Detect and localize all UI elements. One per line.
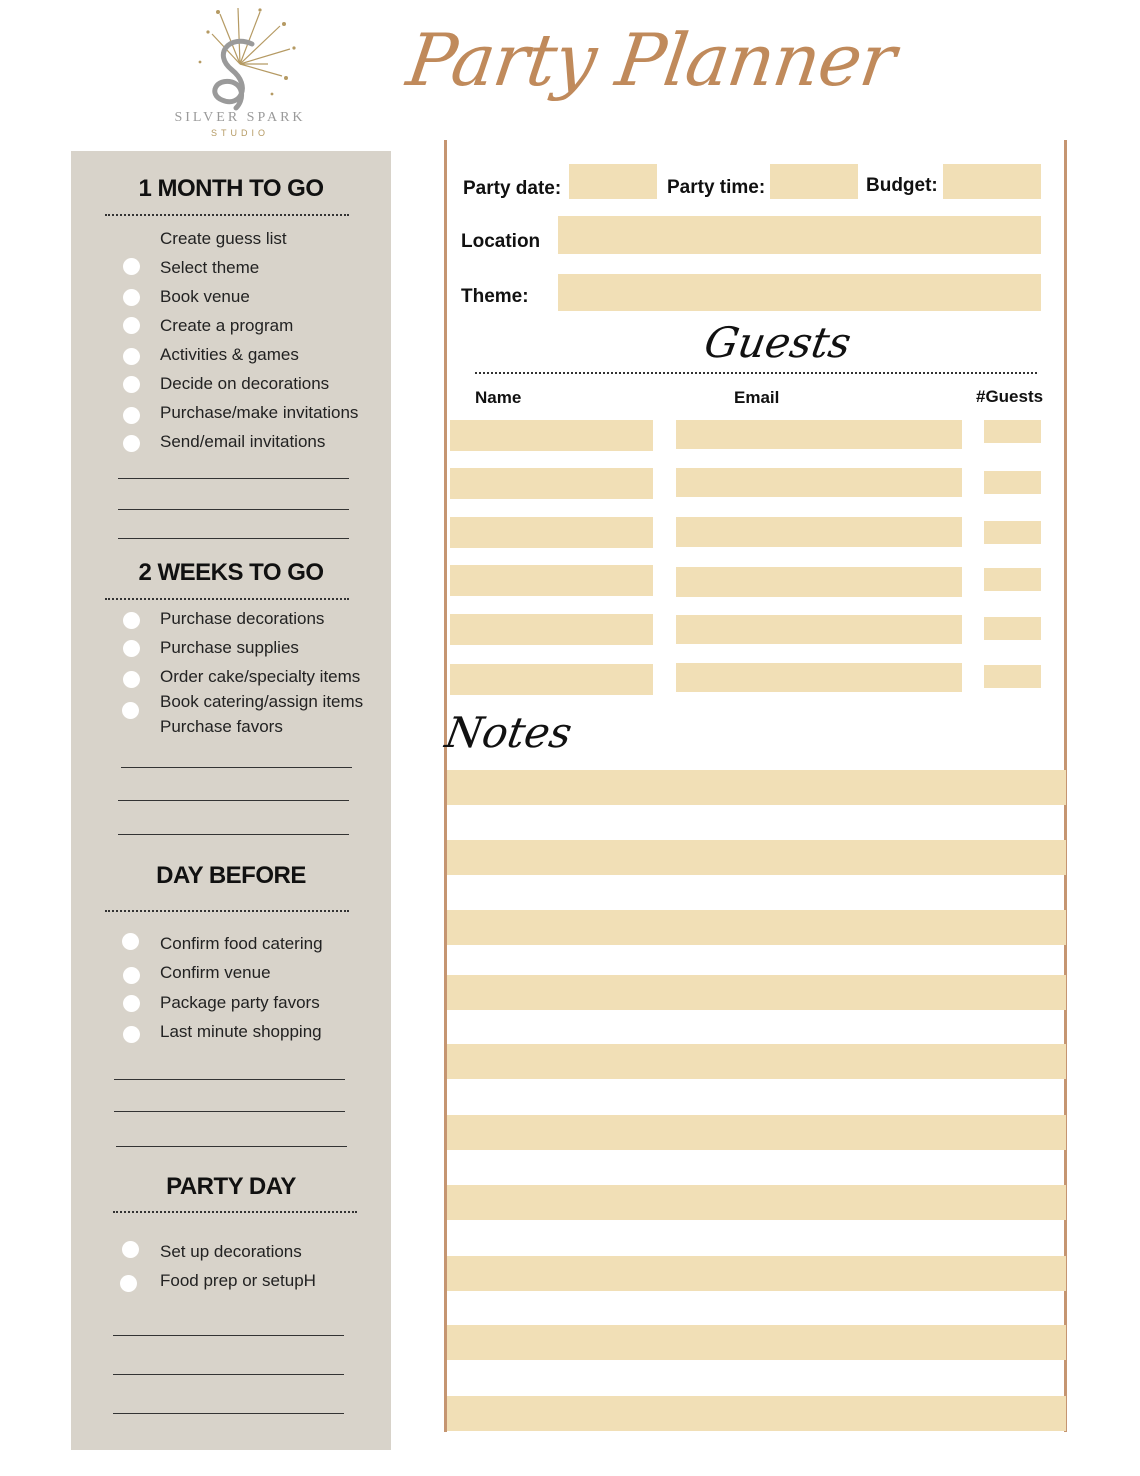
checklist-item: Activities & games (160, 345, 299, 364)
checklist-item: Last minute shopping (160, 1022, 322, 1041)
checklist-item: Create guess list (160, 229, 287, 248)
guest-count-field[interactable] (984, 617, 1041, 640)
budget-field[interactable] (943, 164, 1041, 199)
checkbox-circle[interactable] (120, 1275, 137, 1292)
write-in-line[interactable] (118, 478, 349, 479)
guest-email-field[interactable] (676, 567, 962, 597)
checkbox-circle[interactable] (123, 376, 140, 393)
guest-email-field[interactable] (676, 420, 962, 449)
guest-count-field[interactable] (984, 568, 1041, 591)
checkbox-circle[interactable] (123, 407, 140, 424)
guest-name-field[interactable] (450, 614, 653, 645)
guests-heading: Guests (700, 318, 855, 367)
checkbox-circle[interactable] (123, 317, 140, 334)
checkbox-circle[interactable] (122, 702, 139, 719)
checkbox-circle[interactable] (122, 933, 139, 950)
brand-name: SILVER SPARK (174, 110, 306, 125)
write-in-line[interactable] (118, 834, 349, 835)
checkbox-circle[interactable] (123, 640, 140, 657)
checklist-item: Book catering/assign items (160, 692, 364, 711)
checkbox-circle[interactable] (123, 289, 140, 306)
guest-name-field[interactable] (450, 420, 653, 451)
guest-name-field[interactable] (450, 664, 653, 695)
checkbox-circle[interactable] (123, 435, 140, 452)
theme-field[interactable] (558, 274, 1041, 311)
checklist-item: Purchase favors (160, 717, 283, 736)
notes-line[interactable] (447, 1044, 1066, 1079)
write-in-line[interactable] (121, 767, 352, 768)
checkbox-circle[interactable] (123, 671, 140, 688)
notes-line[interactable] (447, 910, 1066, 945)
guest-count-field[interactable] (984, 420, 1041, 443)
guests-col-email: Email (734, 388, 780, 407)
guests-col-count: #Guests (976, 387, 1044, 406)
write-in-line[interactable] (114, 1111, 345, 1112)
notes-line[interactable] (447, 840, 1066, 875)
guest-name-field[interactable] (450, 565, 653, 596)
page-title: Party Planner (402, 18, 901, 102)
write-in-line[interactable] (113, 1413, 344, 1414)
notes-heading: Notes (441, 708, 576, 757)
write-in-line[interactable] (114, 1079, 345, 1080)
notes-line[interactable] (447, 770, 1066, 805)
write-in-line[interactable] (118, 538, 349, 539)
write-in-line[interactable] (113, 1335, 344, 1336)
section-divider (113, 1211, 357, 1213)
checklist-item: Send/email invitations (160, 432, 326, 451)
guest-name-field[interactable] (450, 517, 653, 548)
write-in-line[interactable] (113, 1374, 344, 1375)
budget-label: Budget: (866, 175, 938, 196)
section-title-1-month: 1 MONTH TO GO (138, 175, 324, 202)
guest-count-field[interactable] (984, 665, 1041, 688)
checklist-item: Book venue (160, 287, 250, 306)
notes-line[interactable] (447, 1185, 1066, 1220)
checklist-item: Select theme (160, 258, 260, 277)
checklist-item: Decide on decorations (160, 374, 330, 393)
checkbox-circle[interactable] (123, 258, 140, 275)
checklist-item: Purchase supplies (160, 638, 299, 657)
guest-email-field[interactable] (676, 615, 962, 644)
guests-divider (475, 372, 1037, 374)
checklist-item: Confirm venue (160, 963, 271, 982)
checkbox-circle[interactable] (123, 995, 140, 1012)
checklist-item: Set up decorations (160, 1242, 302, 1261)
party-date-label: Party date: (463, 178, 562, 199)
checklist-item: Confirm food catering (160, 934, 323, 953)
checkbox-circle[interactable] (123, 1026, 140, 1043)
section-divider (105, 598, 349, 600)
guests-col-name: Name (475, 388, 522, 407)
checklist-item: Create a program (160, 316, 294, 335)
section-divider (105, 214, 349, 216)
write-in-line[interactable] (118, 800, 349, 801)
section-divider (105, 910, 349, 912)
checkbox-circle[interactable] (122, 1241, 139, 1258)
guest-name-field[interactable] (450, 468, 653, 499)
party-date-field[interactable] (569, 164, 657, 199)
guest-count-field[interactable] (984, 471, 1041, 494)
checklist-item: Purchase decorations (160, 609, 325, 628)
location-label: Location (461, 231, 541, 252)
checklist-item: Order cake/specialty items (160, 667, 361, 686)
guest-email-field[interactable] (676, 517, 962, 547)
notes-line[interactable] (447, 1256, 1066, 1291)
checkbox-circle[interactable] (123, 612, 140, 629)
section-title-2-weeks: 2 WEEKS TO GO (138, 559, 324, 586)
brand-subtitle: STUDIO (210, 128, 269, 138)
guest-email-field[interactable] (676, 468, 962, 497)
notes-line[interactable] (447, 1325, 1066, 1360)
checkbox-circle[interactable] (123, 967, 140, 984)
location-field[interactable] (558, 216, 1041, 254)
checklist-item: Food prep or setupH (160, 1271, 316, 1290)
party-time-field[interactable] (770, 164, 858, 199)
section-title-party-day: PARTY DAY (166, 1173, 296, 1200)
checklist-item: Package party favors (160, 993, 320, 1012)
notes-line[interactable] (447, 1396, 1066, 1431)
write-in-line[interactable] (118, 509, 349, 510)
checklist-item: Purchase/make invitations (160, 403, 359, 422)
theme-label: Theme: (461, 286, 529, 307)
guest-count-field[interactable] (984, 521, 1041, 544)
checklist-panel (71, 151, 391, 1450)
checkbox-circle[interactable] (123, 348, 140, 365)
notes-line[interactable] (447, 975, 1066, 1010)
write-in-line[interactable] (116, 1146, 347, 1147)
section-title-day-before: DAY BEFORE (156, 862, 306, 889)
notes-line[interactable] (447, 1115, 1066, 1150)
party-time-label: Party time: (667, 177, 766, 198)
guest-email-field[interactable] (676, 663, 962, 692)
